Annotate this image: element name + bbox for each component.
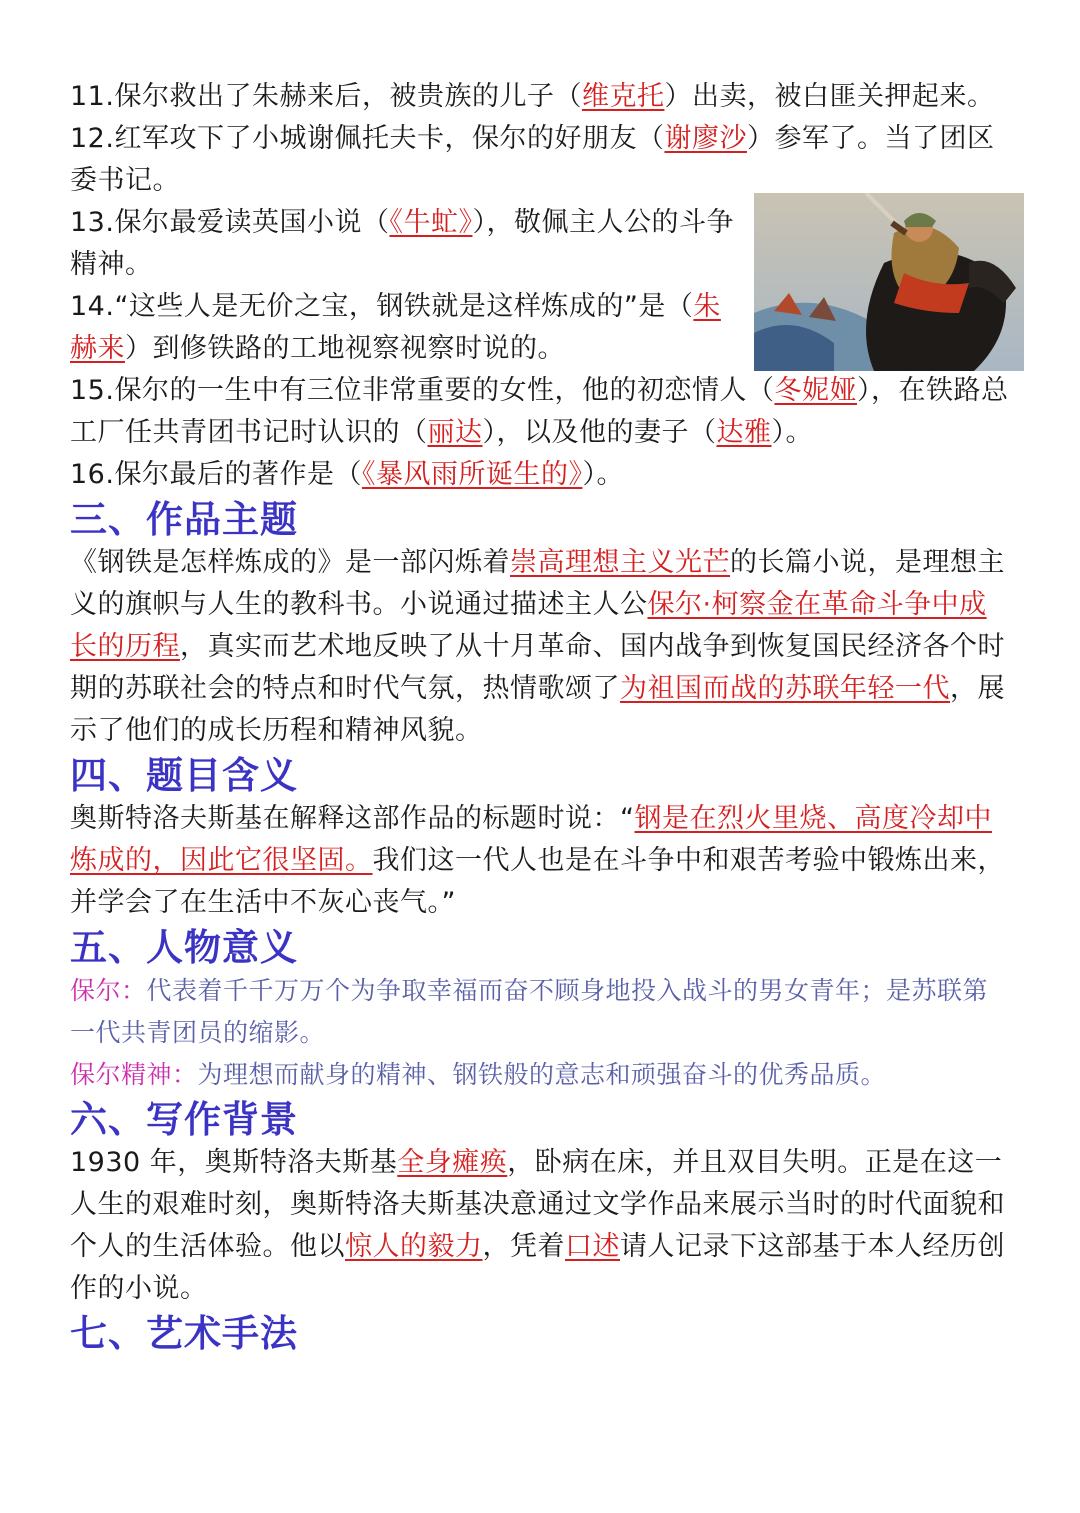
question-13: 13.保尔最爱读英国小说（《牛虻》），敬佩主人公的斗争精神。: [70, 207, 734, 280]
section-heading-title-meaning: 四、题目含义: [70, 754, 298, 797]
section-heading-theme: 三、作品主题: [70, 498, 298, 541]
answer-text: 《暴风雨所诞生的》: [361, 459, 583, 490]
answer-text: 《牛虻》: [389, 207, 473, 238]
character-paragraph-1: 保尔：代表着千千万万个为争取幸福而奋不顾身地投入战斗的男女青年；是苏联第一代共青团员的缩影。: [70, 976, 989, 1047]
highlight-text: 全身瘫痪: [397, 1147, 508, 1178]
question-14: 14.“这些人是无价之宝，钢铁就是这样炼成的”是（朱赫来）到修铁路的工地视察视察时说的。: [70, 291, 721, 364]
document-body: [70, 76, 1010, 1356]
character-label: 保尔：: [70, 976, 147, 1005]
highlight-text: 钢是在烈火里烧、高度冷却中炼成的，因此它很坚固。: [70, 803, 992, 876]
section-heading-background: 六、写作背景: [70, 1098, 298, 1141]
title-meaning-paragraph: 奥斯特洛夫斯基在解释这部作品的标题时说：“钢是在烈火里烧、高度冷却中炼成的，因此它很坚固。我们这一代人也是在斗争中和艰苦考验中锻炼出来，并学会了在生活中不灰心丧气。”: [70, 803, 1005, 918]
background-paragraph: 1930 年，奥斯特洛夫斯基全身瘫痪，卧病在床，并且双目失明。正是在这一人生的艰难时刻，奥斯特洛夫斯基决意通过文学作品来展示当时的时代面貌和个人的生活体验。他以惊人的毅力，凭着口述请人记录下这部基于本人经历创作的小说。: [70, 1147, 1005, 1304]
highlight-text: 崇高理想主义光芒: [510, 547, 730, 578]
highlight-text: 口述: [565, 1231, 620, 1262]
section-heading-art-techniques: 七、艺术手法: [70, 1312, 298, 1355]
highlight-text: 惊人的毅力: [345, 1231, 483, 1262]
answer-text: 冬妮娅: [774, 375, 857, 406]
highlight-text: 保尔·柯察金在革命斗争中成长的历程: [70, 589, 987, 662]
section-heading-character: 五、人物意义: [70, 926, 298, 969]
answer-text: 达雅: [716, 417, 772, 448]
theme-paragraph: 《钢铁是怎样炼成的》是一部闪烁着崇高理想主义光芒的长篇小说，是理想主义的旗帜与人生的教科书。小说通过描述主人公保尔·柯察金在革命斗争中成长的历程，真实而艺术地反映了从十月革命、国内战争到恢复国民经济各个时期的苏联社会的特点和时代气氛，热情歌颂了为祖国而战的苏联年轻一代，展示了他们的成长历程和精神风貌。: [70, 547, 1005, 746]
answer-text: 朱赫来: [70, 291, 721, 364]
answer-text: 丽达: [427, 417, 483, 448]
answer-text: 谢廖沙: [664, 123, 747, 154]
question-16: 16.保尔最后的著作是（《暴风雨所诞生的》）。: [70, 459, 624, 490]
question-11: 11.保尔救出了朱赫来后，被贵族的儿子（维克托）出卖，被白匪关押起来。: [70, 81, 995, 112]
question-15: 15.保尔的一生中有三位非常重要的女性，他的初恋情人（冬妮娅），在铁路总工厂任共青团书记时认识的（丽达），以及他的妻子（达雅）。: [70, 375, 1009, 448]
highlight-text: 为祖国而战的苏联年轻一代: [620, 673, 950, 704]
question-12: 12.红军攻下了小城谢佩托夫卡，保尔的好朋友（谢廖沙）参军了。当了团区委书记。: [70, 123, 995, 196]
character-label: 保尔精神：: [70, 1060, 198, 1089]
character-paragraph-2: 保尔精神：为理想而献身的精神、钢铁般的意志和顽强奋斗的优秀品质。: [70, 1060, 887, 1089]
answer-text: 维克托: [581, 81, 665, 112]
